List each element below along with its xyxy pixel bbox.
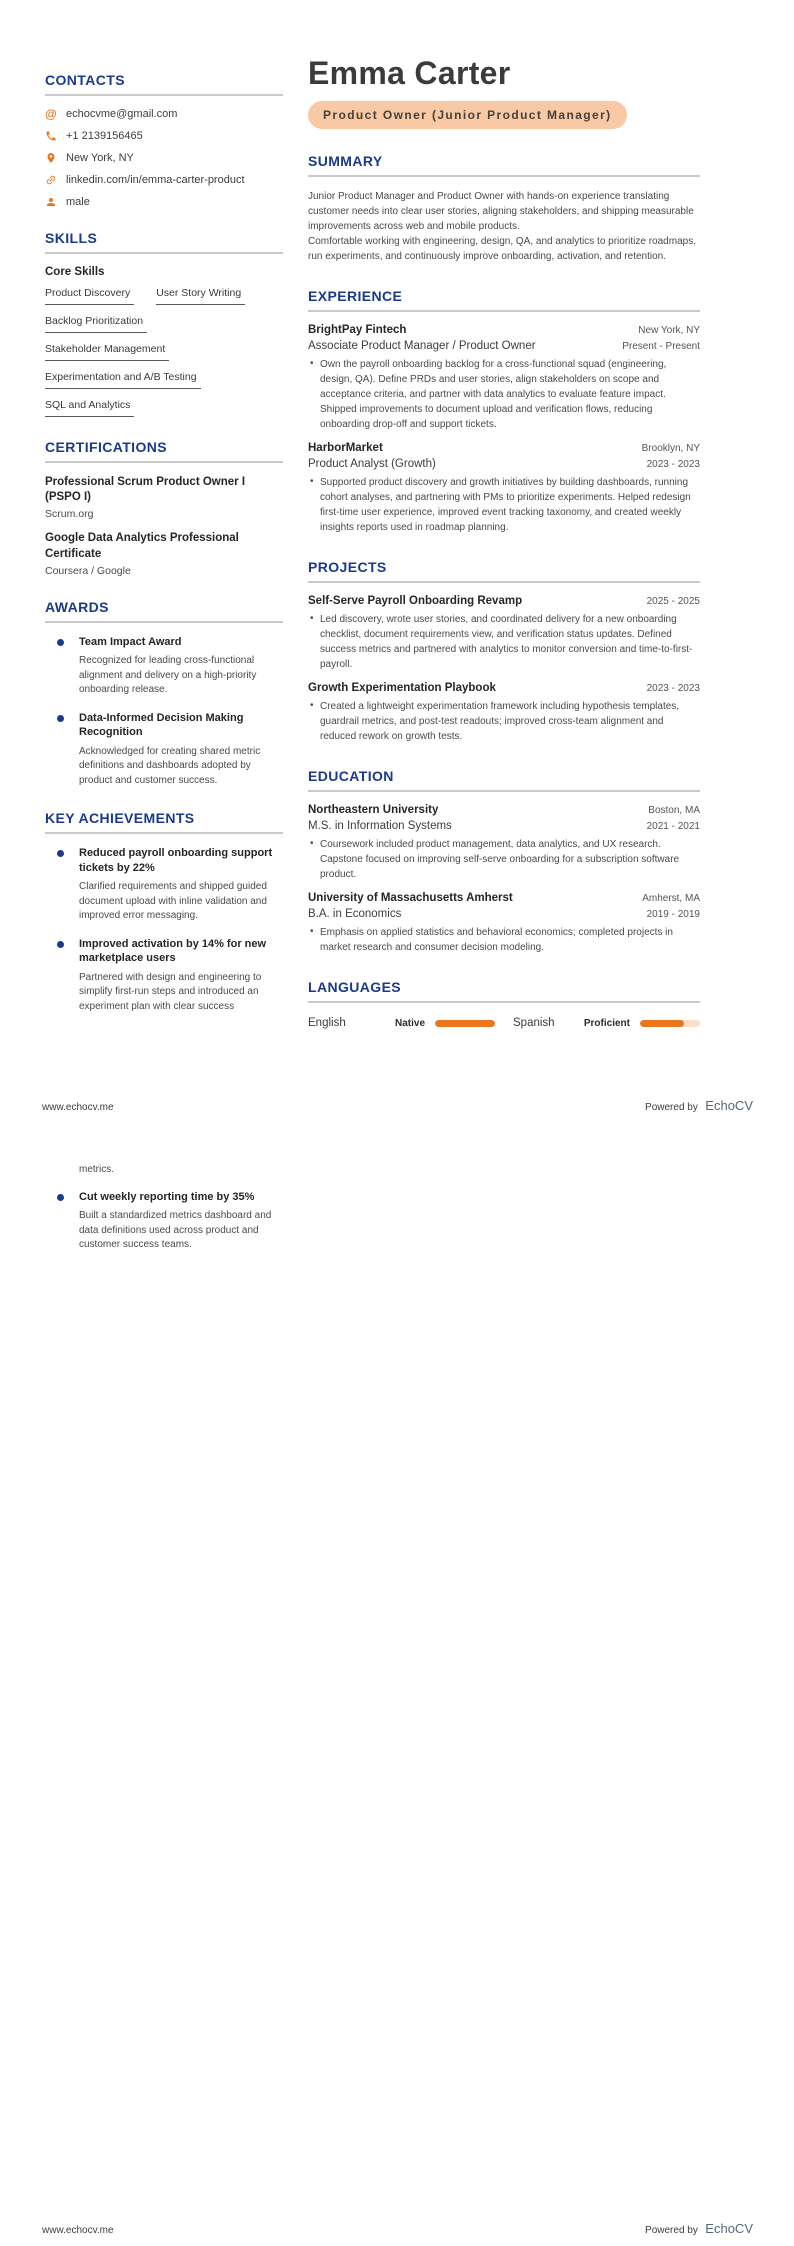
certification-item bbox=[45, 475, 283, 520]
project-name: Growth Experimentation Playbook bbox=[308, 682, 496, 695]
education-section bbox=[308, 768, 700, 955]
link-icon bbox=[45, 174, 57, 186]
summary-section bbox=[308, 153, 700, 264]
summary-paragraph: Junior Product Manager and Product Owner with hands-on experience translating customer needs into clear user stories, aligning stakeholders, and shipping measurable improvements across web and mobile products. bbox=[308, 191, 694, 233]
skill-item: User Story Writing bbox=[156, 287, 245, 305]
degree-name: B.A. in Economics bbox=[308, 908, 402, 921]
project-entry bbox=[308, 682, 700, 744]
awards-section bbox=[45, 599, 283, 789]
achievement-continuation-text: metrics. bbox=[79, 1164, 114, 1175]
key-achievements-title: KEY ACHIEVEMENTS bbox=[45, 810, 283, 834]
experience-entry bbox=[308, 324, 700, 432]
company-location: New York, NY bbox=[638, 325, 700, 337]
project-bullet: • Led discovery, wrote user stories, and coordinated delivery for a new onboarding checklist, document requirements view, and verification status updates. Defined success metrics and partnered with analytics to monitor conversion and time-to-first-payroll. bbox=[308, 612, 700, 672]
certifications-section bbox=[45, 439, 283, 577]
achievements-overflow bbox=[45, 1163, 283, 1266]
candidate-name: Emma Carter bbox=[308, 55, 511, 91]
key-achievements-section bbox=[45, 810, 283, 1014]
school-name: University of Massachusetts Amherst bbox=[308, 892, 513, 905]
contact-linkedin-text: linkedin.com/in/emma-carter-product bbox=[66, 174, 245, 186]
experience-bullet: • Own the payroll onboarding backlog for a cross-functional squad (engineering, design, QA). Define PRDs and user stories, align stakeholders on scope and acceptance criteria, and partner with data analytics to evaluate feature impact. Shipped improvements to document upload and verification flows, reducing onboarding drop-off and support tickets. bbox=[308, 357, 700, 432]
language-name: English bbox=[308, 1017, 346, 1030]
certifications-title: CERTIFICATIONS bbox=[45, 439, 283, 463]
languages-section bbox=[308, 979, 700, 1029]
achievement-description: Partnered with design and engineering to simplify first-run steps and introduced an experiment plan with clear success bbox=[79, 971, 262, 1012]
certification-issuer: Scrum.org bbox=[45, 508, 94, 521]
footer-site-link[interactable]: www.echocv.me bbox=[42, 2225, 114, 2236]
certification-name: Google Data Analytics Professional Certificate bbox=[45, 532, 239, 560]
school-location: Amherst, MA bbox=[642, 893, 700, 905]
company-name: HarborMarket bbox=[308, 442, 383, 455]
skills-list bbox=[45, 287, 283, 417]
awards-title: AWARDS bbox=[45, 599, 283, 623]
skills-section bbox=[45, 230, 283, 417]
page-2 bbox=[0, 1123, 794, 2246]
achievement-description: Clarified requirements and shipped guided document upload with inline validation and improved error messaging. bbox=[79, 881, 267, 922]
degree-name: M.S. in Information Systems bbox=[308, 820, 452, 833]
skill-item: Backlog Prioritization bbox=[45, 315, 147, 333]
bullet-dot-icon bbox=[57, 1194, 64, 1201]
language-bar bbox=[640, 1020, 700, 1027]
job-dates: 2023 - 2023 bbox=[646, 459, 700, 471]
school-name: Northeastern University bbox=[308, 804, 439, 817]
at-sign-icon: @ bbox=[45, 107, 57, 121]
contact-linkedin[interactable] bbox=[45, 174, 283, 186]
language-item bbox=[495, 1017, 700, 1029]
contacts-title: CONTACTS bbox=[45, 72, 283, 96]
echocv-brand-link[interactable]: EchoCV bbox=[705, 1098, 753, 1113]
role-badge: Product Owner (Junior Product Manager) bbox=[308, 101, 627, 129]
achievement-item bbox=[45, 1190, 283, 1253]
certification-issuer: Coursera / Google bbox=[45, 564, 131, 577]
achievement-title: Cut weekly reporting time by 35% bbox=[79, 1190, 255, 1203]
language-item bbox=[308, 1017, 495, 1029]
education-bullet: • Emphasis on applied statistics and behavioral economics; completed projects in market research and consumer decision modeling. bbox=[308, 925, 700, 955]
skill-item: Experimentation and A/B Testing bbox=[45, 371, 201, 389]
award-description: Acknowledged for creating shared metric definitions and dashboards adopted by product and customer success. bbox=[79, 745, 261, 786]
project-dates: 2025 - 2025 bbox=[646, 596, 700, 608]
bullet-dot-icon bbox=[57, 941, 64, 948]
bullet-dot-icon bbox=[57, 639, 64, 646]
job-dates: Present - Present bbox=[622, 341, 700, 353]
page-footer bbox=[42, 2220, 753, 2238]
award-title: Data-Informed Decision Making Recognition bbox=[79, 711, 244, 739]
contact-email[interactable] bbox=[45, 108, 283, 120]
education-entry bbox=[308, 804, 700, 882]
achievement-description: Built a standardized metrics dashboard and data definitions used across product and customer success teams. bbox=[79, 1210, 272, 1251]
achievement-title: Improved activation by 14% for new marketplace users bbox=[79, 937, 267, 965]
skills-title: SKILLS bbox=[45, 230, 283, 254]
certification-name: Professional Scrum Product Owner I (PSPO I) bbox=[45, 476, 246, 504]
education-title: EDUCATION bbox=[308, 768, 700, 792]
skill-item: Product Discovery bbox=[45, 287, 134, 305]
language-name: Spanish bbox=[513, 1017, 555, 1030]
languages-row bbox=[308, 1017, 700, 1029]
contact-list bbox=[45, 108, 283, 208]
experience-entry bbox=[308, 442, 700, 535]
main-column bbox=[308, 56, 700, 1053]
school-location: Boston, MA bbox=[648, 805, 700, 817]
sidebar bbox=[45, 72, 283, 1036]
location-pin-icon bbox=[45, 152, 57, 164]
bullet-dot-icon bbox=[57, 850, 64, 857]
certification-item bbox=[45, 531, 283, 576]
achievement-item bbox=[45, 937, 283, 1015]
phone-icon bbox=[45, 130, 57, 142]
award-item bbox=[45, 711, 283, 789]
skills-group-label: Core Skills bbox=[45, 266, 105, 278]
contacts-section bbox=[45, 72, 283, 208]
award-title: Team Impact Award bbox=[79, 635, 182, 648]
language-level: Native bbox=[394, 1017, 425, 1029]
contact-gender bbox=[45, 196, 283, 208]
project-dates: 2023 - 2023 bbox=[646, 683, 700, 695]
echocv-brand-link[interactable]: EchoCV bbox=[705, 2221, 753, 2236]
project-bullet: • Created a lightweight experimentation framework including hypothesis templates, guardrail metrics, and post-test readouts; improved cross-team alignment and reduced rework on growth tests. bbox=[308, 699, 700, 744]
achievement-item bbox=[45, 846, 283, 924]
company-location: Brooklyn, NY bbox=[641, 443, 700, 455]
projects-section bbox=[308, 559, 700, 744]
powered-by-label: Powered by bbox=[645, 1102, 698, 1113]
language-bar-fill bbox=[640, 1020, 684, 1027]
summary-paragraph: Comfortable working with engineering, design, QA, and analytics to prioritize roadmaps, run experiments, and continuously improve onboarding, activation, and retention. bbox=[308, 236, 696, 263]
job-role: Associate Product Manager / Product Owner bbox=[308, 340, 536, 353]
job-role: Product Analyst (Growth) bbox=[308, 458, 436, 471]
education-dates: 2019 - 2019 bbox=[646, 909, 700, 921]
contact-email-text: echocvme@gmail.com bbox=[66, 108, 178, 120]
projects-title: PROJECTS bbox=[308, 559, 700, 583]
education-bullet: • Coursework included product management, data analytics, and UX research. Capstone focused on improving self-serve onboarding for a subscription software product. bbox=[308, 837, 700, 882]
experience-section bbox=[308, 288, 700, 535]
language-level: Proficient bbox=[583, 1017, 630, 1029]
experience-bullet: • Supported product discovery and growth initiatives by building dashboards, running cohort analyses, and partnering with PMs to prioritize experiments. Helped redesign first-time user experience, improved event tracking taxonomy, and created weekly insights reports used in roadmap planning. bbox=[308, 475, 700, 535]
education-dates: 2021 - 2021 bbox=[646, 821, 700, 833]
experience-title: EXPERIENCE bbox=[308, 288, 700, 312]
language-bar-fill bbox=[435, 1020, 495, 1027]
achievement-title: Reduced payroll onboarding support tickets by 22% bbox=[79, 847, 273, 874]
project-entry bbox=[308, 595, 700, 672]
company-name: BrightPay Fintech bbox=[308, 324, 407, 337]
skill-item: Stakeholder Management bbox=[45, 343, 169, 361]
person-icon bbox=[45, 196, 57, 208]
contact-phone-text: +1 2139156465 bbox=[66, 130, 143, 142]
bullet-dot-icon bbox=[57, 715, 64, 722]
education-entry bbox=[308, 892, 700, 955]
languages-title: LANGUAGES bbox=[308, 979, 700, 1003]
contact-phone bbox=[45, 130, 283, 142]
summary-title: SUMMARY bbox=[308, 153, 700, 177]
project-name: Self-Serve Payroll Onboarding Revamp bbox=[308, 595, 523, 608]
page-footer bbox=[42, 1097, 753, 1115]
footer-powered bbox=[645, 2220, 753, 2238]
powered-by-label: Powered by bbox=[645, 2225, 698, 2236]
contact-location-text: New York, NY bbox=[66, 152, 134, 164]
footer-powered bbox=[645, 1097, 753, 1115]
skill-item: SQL and Analytics bbox=[45, 399, 134, 417]
contact-gender-text: male bbox=[66, 196, 90, 208]
language-bar bbox=[435, 1020, 495, 1027]
award-description: Recognized for leading cross-functional alignment and delivery on a high-priority onboarding release. bbox=[79, 655, 257, 696]
award-item bbox=[45, 635, 283, 698]
footer-site-link[interactable]: www.echocv.me bbox=[42, 1102, 114, 1113]
contact-location bbox=[45, 152, 283, 164]
